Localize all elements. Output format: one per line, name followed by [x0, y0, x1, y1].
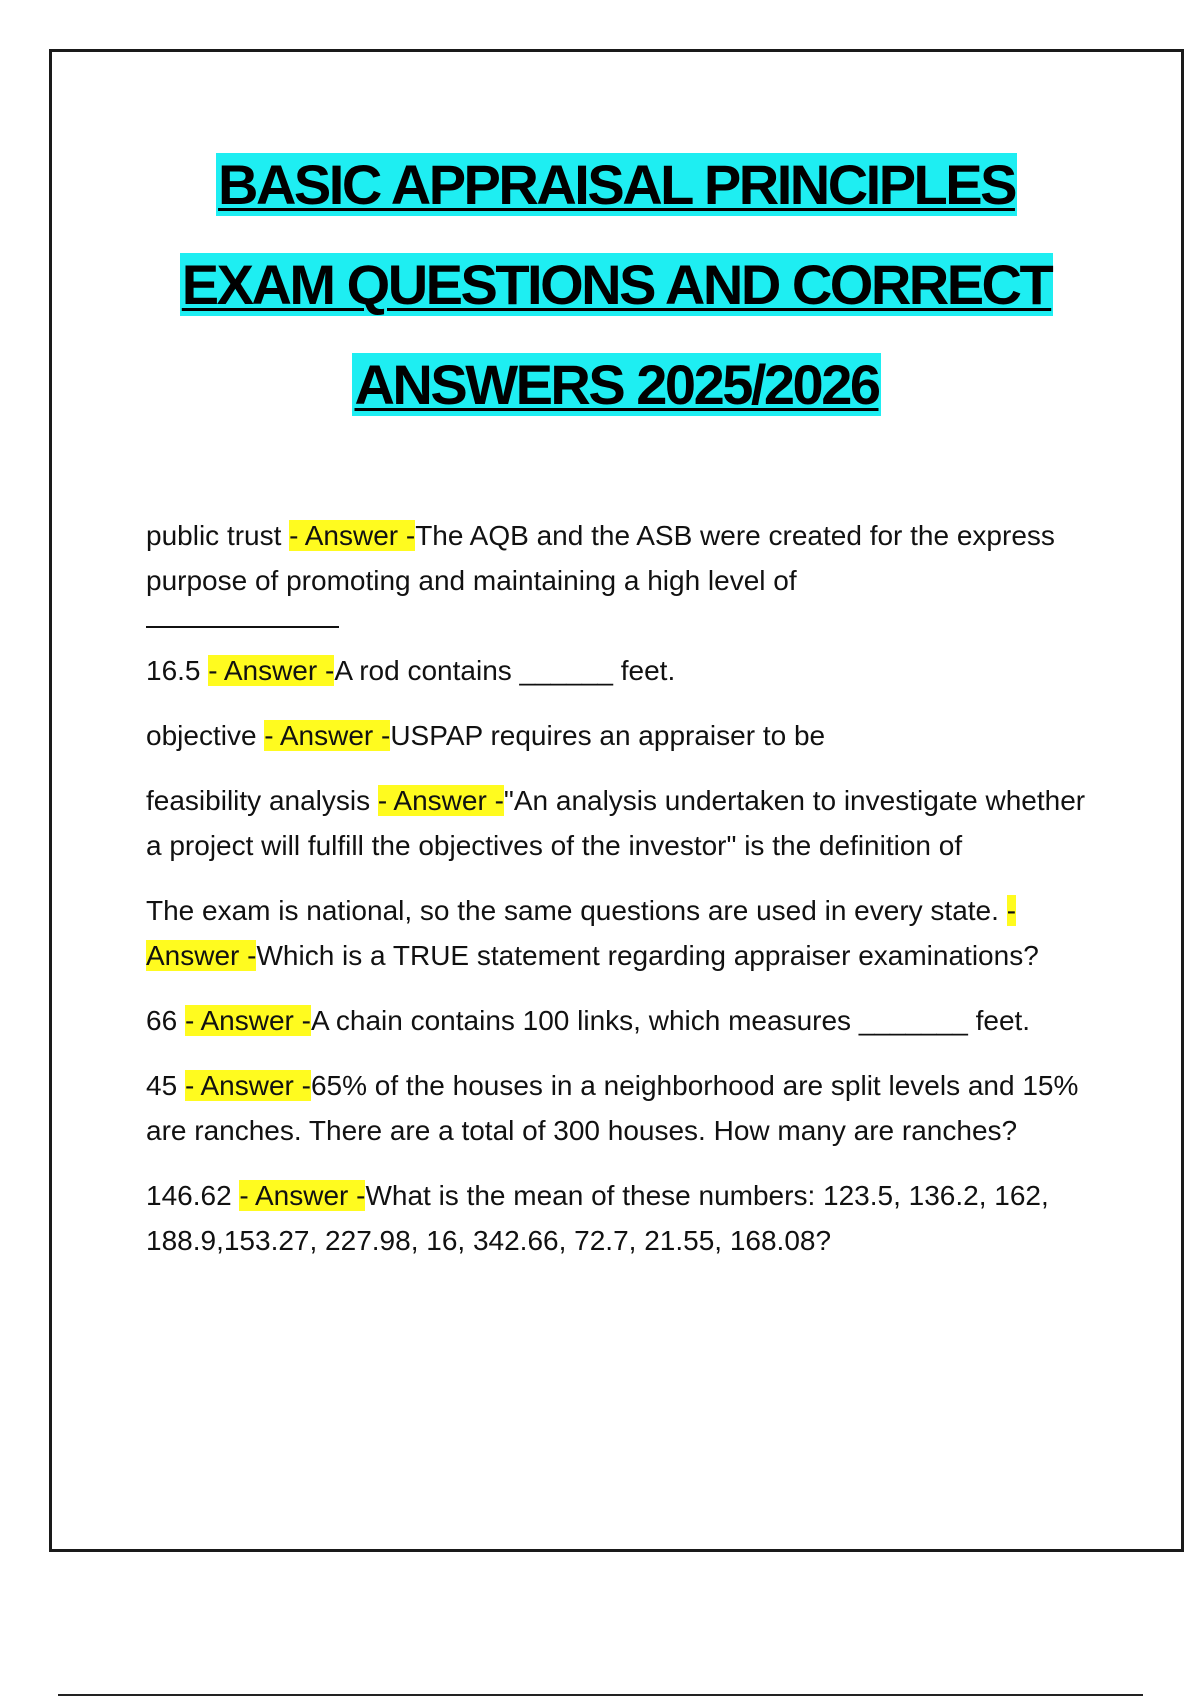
title-line-1: BASIC APPRAISAL PRINCIPLES — [218, 153, 1015, 216]
answer-label: - Answer - — [184, 1070, 311, 1101]
question-text: USPAP requires an appraiser to be — [390, 720, 826, 751]
answer-text: 16.5 — [146, 655, 209, 686]
answer-text: The exam is national, so the same questions are used in every state. — [146, 895, 1007, 926]
question-text: What is the mean of these numbers: 123.5, 136.2, 162, 188.9,153.27, 227.98, 16, 342.66, 72.7, 21.55, 168.08? — [146, 1180, 1049, 1256]
answer-label: - Answer - — [184, 1005, 311, 1036]
answer-text: public trust — [146, 520, 290, 551]
answer-text: objective — [146, 720, 265, 751]
question-text: A rod contains ______ feet. — [334, 655, 676, 686]
answer-label: - Answer - — [289, 520, 416, 551]
answer-text: 66 — [146, 1005, 185, 1036]
answer-label: - Answer - — [239, 1180, 366, 1211]
answer-label: - Answer - — [208, 655, 335, 686]
question-text: Which is a TRUE statement regarding appraiser examinations? — [256, 940, 1039, 971]
qa-item — [146, 513, 1086, 628]
answer-text: 146.62 — [146, 1180, 240, 1211]
qa-item — [146, 998, 1086, 1043]
qa-item — [146, 1063, 1086, 1153]
qa-list — [146, 513, 1086, 1283]
title-line-2: EXAM QUESTIONS AND CORRECT — [181, 253, 1052, 316]
qa-item — [146, 648, 1086, 693]
answer-label: - Answer - — [377, 785, 504, 816]
blank-line — [146, 603, 339, 628]
footer-rule — [58, 1694, 1143, 1696]
answer-text: feasibility analysis — [146, 785, 378, 816]
answer-label: - Answer - — [264, 720, 391, 751]
qa-item — [146, 1173, 1086, 1263]
qa-item — [146, 713, 1086, 758]
answer-text: 45 — [146, 1070, 185, 1101]
title-line-3: ANSWERS 2025/2026 — [354, 353, 879, 416]
qa-item — [146, 888, 1086, 978]
question-text: 65% of the houses in a neighborhood are split levels and 15% are ranches. There are a total of 300 houses. How many are ranches? — [146, 1070, 1079, 1146]
question-text: "An analysis undertaken to investigate whether a project will fulfill the objectives of the investor" is the definition of — [146, 785, 1086, 861]
question-text: A chain contains 100 links, which measures _______ feet. — [310, 1005, 1031, 1036]
qa-item — [146, 778, 1086, 868]
answer-label: - Answer - — [146, 895, 1017, 971]
document-title — [0, 135, 1200, 435]
question-text: The AQB and the ASB were created for the express purpose of promoting and maintaining a high level of — [146, 520, 1055, 596]
